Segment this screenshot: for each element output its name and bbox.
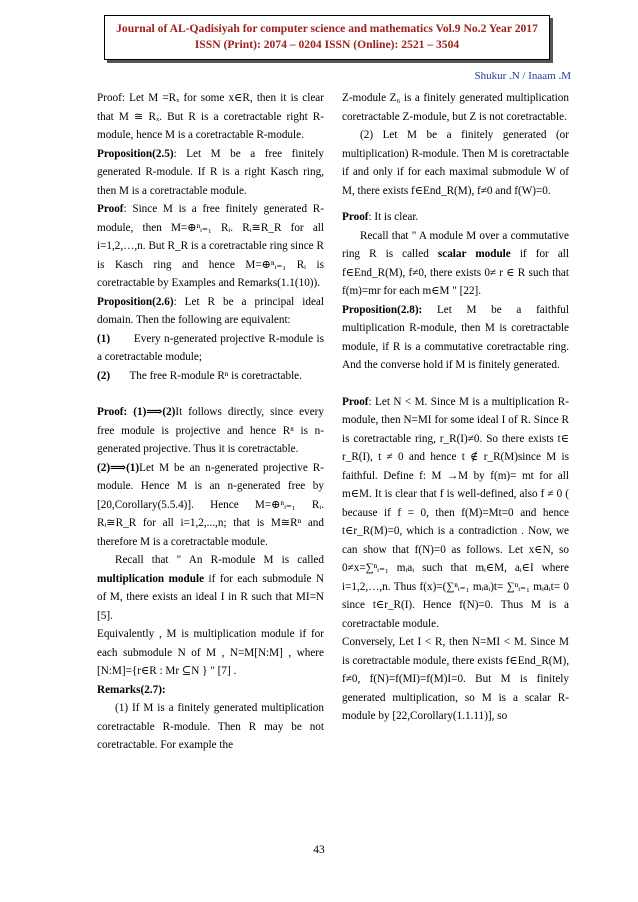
running-authors: Shukur .N / Inaam .M [474,70,571,82]
page-number: 43 [313,844,325,856]
proof-2-5: Proof: Since M is a free finitely generated R-module, then M=⊕ⁿᵢ₌₁ Rᵢ. Rᵢ≅R_R for all i=1,2,…,n. But R_R is a coretractable ring since R is Kasch ring and hence M=⊕ⁿᵢ₌₁ Rᵢ is coretractable by Examples and Remarks(1.1(10)). [97,203,324,289]
proposition-2-8: Proposition(2.8): Let M be a faithful multiplication R-module, then M is coretractable module, if R is a commutative coretractable ring. And the converse hold if M is finitely generated. [342,303,569,371]
multiplication-equivalent: Equivalently , M is multiplication module if for each submodule N of M , N=M[N:M] , where [N:M]={r∈R : Mr ⊆N } " [7] . [97,628,324,677]
equivalence-item-2: (2) The free R-module Rⁿ is coretractable. [97,369,302,382]
remark-1: (1) If M is a finitely generated multiplication coretractable R-module. Then R may be not coretractable. For example the [97,702,324,751]
proof-2-6-a: Proof: (1)⟹(2)It follows directly, since every free module is projective and hence Rⁿ is n-generated projective. Thus it is coretractable. [97,406,324,455]
remark-1-cont: Z-module Z₆ is a finitely generated multiplication coretractable Z-module, but Z is not coretractable. [342,92,569,123]
proposition-2-5: Proposition(2.5): Let M be a free finitely generated R-module. If R is a right Kasch ring, then M is a coretractable module. [97,147,324,197]
proof-clear: Proof: It is clear. [342,211,419,223]
multiplication-definition: Recall that " An R-module M is called multiplication module if for each submodule N of M, there exists an ideal I in R such that MI=N [5]. [97,554,325,622]
equivalence-item-1: (1) Every n-generated projective R-module is a coretractable module; [97,332,325,363]
left-column [97,89,324,755]
right-column [342,89,569,726]
scalar-definition: Recall that " A module M over a commutative ring R is called scalar module if for all f∈End_R(M), f≠0, there exists 0≠ r ∈ R such that f(m)=mr for each m∈M " [22]. [342,229,570,297]
journal-title: Journal of AL-Qadisiyah for computer science and mathematics Vol.9 No.2 Year 2017 [116,22,538,35]
remark-2: (2) Let M be a finitely generated (or multiplication) R-module. Then M is coretractable if and only if for each maximal submodule W of M, there exists f∈End_R(M), f≠0 and f(W)=0. [342,129,569,197]
journal-header [104,15,550,60]
proposition-2-6: Proposition(2.6): Let R be a principal ideal domain. Then the following are equivalent: [97,295,324,326]
proof-paragraph: Proof: Let M =Rₓ for some x∈R, then it is clear that M ≅ Rₓ. But R is a coretractable right R-module, hence M is a coretractable R-module. [97,92,324,141]
converse-paragraph: Conversely, Let I < R, then N=MI < M. Since M is coretractable module, there exists f∈End_R(M), f≠0, f(N)=f(MI)=f(M)I=0. But M is finitely generated multiplication, so M is a scalar R-module by [22,Corollary(1.1.11)], so [342,636,569,722]
remarks-2-7-title: Remarks(2.7): [97,683,166,696]
journal-issn: ISSN (Print): 2074 – 0204 ISSN (Online): 2521 – 3504 [194,38,460,51]
proof-2-8: Proof: Let N < M. Since M is a multiplication R-module, then N=MI for some ideal I of R. Since R is coretractable ring, r_R(I)≠0. So there exists t∈ r_R(I), t ≠ 0 and hence t ∉ r_R(M)since M is faithful. Define f: M →M by f(m)= mt for all m∈M. It is clear that f is well-defined, also f ≠ 0 ( because if f = 0, then f(M)=Mt=0 and hence t∈r_R(M)=0, which is a contradiction . Now, we can show that f(N)=0 as follows. Let x∈N, so 0≠x=∑ⁿᵢ₌₁ mᵢaᵢ such that mᵢ∈M, aᵢ∈I where i=1,2,…,n. Thus f(x)=(∑ⁿᵢ₌₁ mᵢaᵢ)t= ∑ⁿᵢ₌₁ mᵢaᵢt= 0 since t∈r_R(I). Hence f(N)=0. Thus M is a coretractable module. [342,395,569,630]
proof-2-6-b: (2)⟹(1)Let M be an n-generated projective R-module. Hence M is an n-generated free by [20,Corollary(5.5.4)]. Hence M=⊕ⁿᵢ₌₁ Rᵢ. Rᵢ≅R_R for all i=1,2,...,n; that is M≅Rⁿ and therefore M is a coretractable module. [97,461,324,548]
